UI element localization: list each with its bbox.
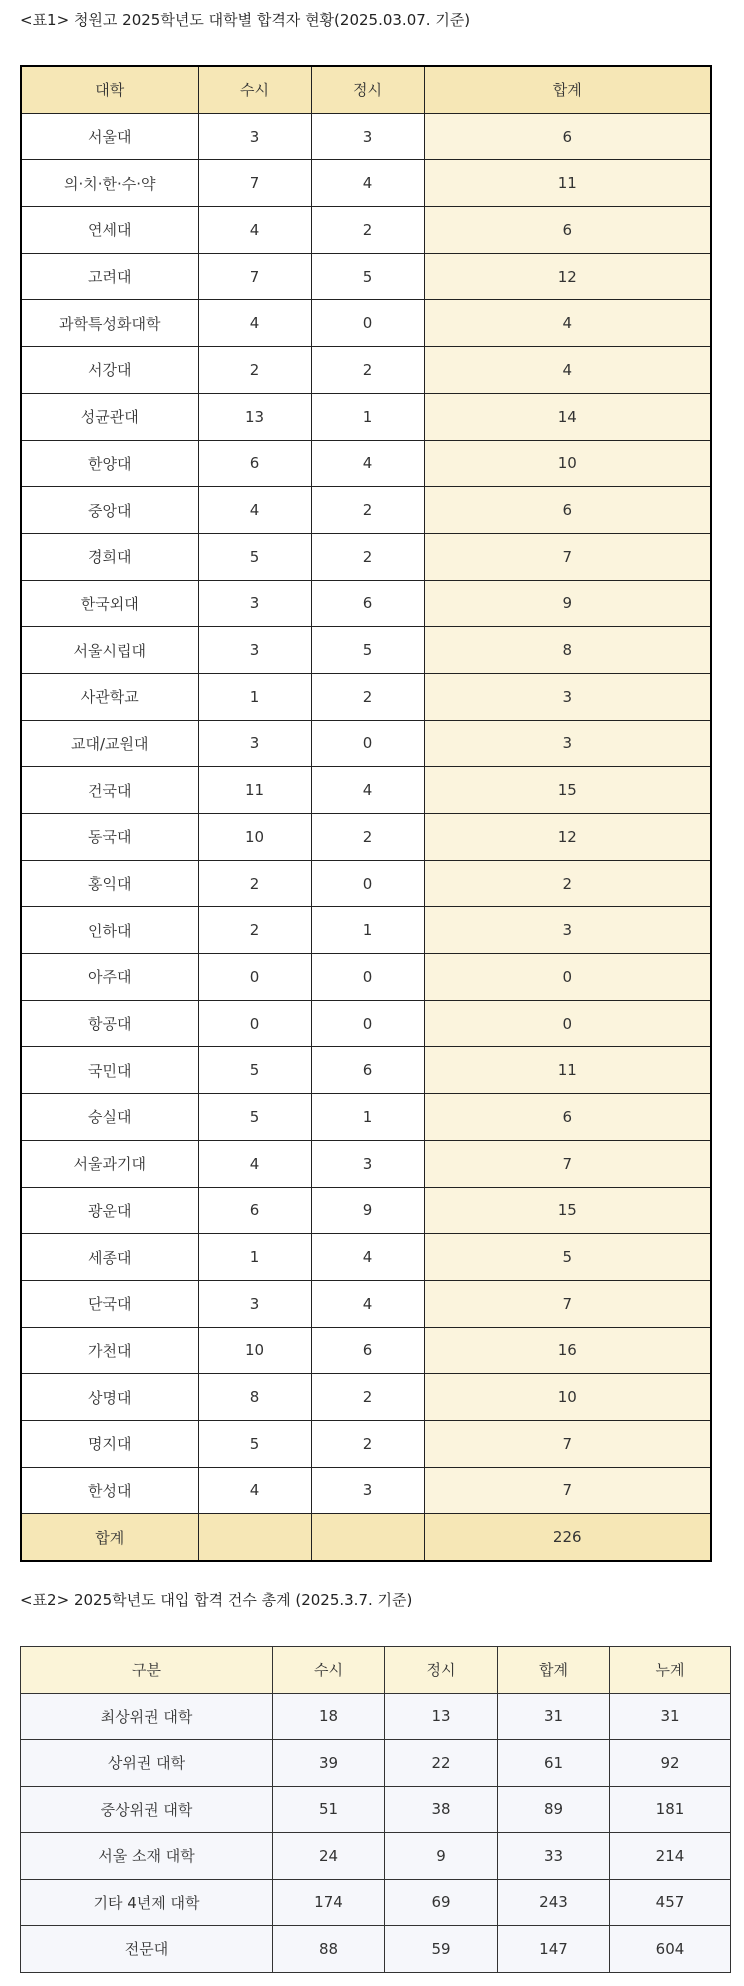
cell-regular: 4 [311,440,424,487]
table-row [21,1280,711,1327]
table-row [21,1187,711,1234]
cell-early: 3 [198,720,311,767]
cell-early: 24 [273,1833,385,1880]
cell-total: 9 [424,580,711,627]
cell-university: 가천대 [21,1327,198,1374]
cell-total: 16 [424,1327,711,1374]
cell-total: 8 [424,627,711,674]
cell-university: 단국대 [21,1280,198,1327]
cell-category: 기타 4년제 대학 [21,1879,273,1926]
cell-total: 11 [424,1047,711,1094]
table-row [21,954,711,1001]
cell-regular: 6 [311,1047,424,1094]
table-row [21,207,711,254]
table-row [21,1374,711,1421]
cell-regular: 2 [311,1374,424,1421]
cell-regular: 4 [311,1280,424,1327]
cell-category: 상위권 대학 [21,1740,273,1787]
cell-university: 교대/교원대 [21,720,198,767]
cell-total: 3 [424,720,711,767]
cell-regular: 0 [311,720,424,767]
total-regular [311,1514,424,1561]
cell-regular: 3 [311,113,424,160]
cell-university: 서울과기대 [21,1140,198,1187]
cell-early: 174 [273,1879,385,1926]
table-row [21,1926,731,1973]
total-sum: 226 [424,1514,711,1561]
cell-total: 12 [424,253,711,300]
cell-total: 4 [424,300,711,347]
table-row [21,300,711,347]
cell-cumulative: 214 [610,1833,731,1880]
cell-university: 세종대 [21,1234,198,1281]
cell-early: 13 [198,393,311,440]
table-row [21,1420,711,1467]
header-cumulative: 누계 [610,1647,731,1694]
table-row [21,673,711,720]
cell-early: 18 [273,1693,385,1740]
total-label: 합계 [21,1514,198,1561]
cell-regular: 2 [311,814,424,861]
cell-university: 홍익대 [21,860,198,907]
header-total: 합계 [498,1647,610,1694]
header-early: 수시 [198,66,311,113]
table-row [21,347,711,394]
cell-regular: 6 [311,580,424,627]
university-admissions-table [20,65,712,1562]
cell-early: 7 [198,253,311,300]
cell-university: 숭실대 [21,1094,198,1141]
table-row [21,1094,711,1141]
table2-caption: <표2> 2025학년도 대입 합격 건수 총계 (2025.3.7. 기준) [20,1591,413,1609]
cell-university: 연세대 [21,207,198,254]
table1-caption: <표1> 청원고 2025학년도 대학별 합격자 현황(2025.03.07. 기준) [20,11,471,29]
cell-early: 2 [198,860,311,907]
cell-early: 8 [198,1374,311,1421]
cell-regular: 6 [311,1327,424,1374]
table-row [21,1467,711,1514]
cell-university: 항공대 [21,1000,198,1047]
cell-total: 33 [498,1833,610,1880]
cell-category: 중상위권 대학 [21,1786,273,1833]
cell-university: 서울시립대 [21,627,198,674]
table-row [21,1327,711,1374]
cell-regular: 2 [311,347,424,394]
cell-early: 5 [198,1094,311,1141]
cell-total: 7 [424,1280,711,1327]
cell-total: 7 [424,533,711,580]
table-row [21,1000,711,1047]
cell-early: 5 [198,533,311,580]
cell-regular: 3 [311,1140,424,1187]
cell-total: 147 [498,1926,610,1973]
cell-regular: 69 [385,1879,498,1926]
cell-total: 6 [424,1094,711,1141]
table1-header-row [21,66,711,113]
cell-total: 61 [498,1740,610,1787]
header-total: 합계 [424,66,711,113]
cell-early: 3 [198,1280,311,1327]
cell-early: 4 [198,300,311,347]
cell-category: 서울 소재 대학 [21,1833,273,1880]
cell-early: 51 [273,1786,385,1833]
cell-regular: 2 [311,207,424,254]
table-row [21,627,711,674]
cell-university: 광운대 [21,1187,198,1234]
cell-university: 서울대 [21,113,198,160]
admissions-summary-table [20,1646,731,1973]
cell-university: 서강대 [21,347,198,394]
cell-total: 7 [424,1467,711,1514]
cell-early: 3 [198,580,311,627]
cell-regular: 5 [311,627,424,674]
cell-regular: 2 [311,487,424,534]
cell-early: 7 [198,160,311,207]
table-row [21,393,711,440]
cell-regular: 59 [385,1926,498,1973]
cell-regular: 0 [311,1000,424,1047]
cell-total: 7 [424,1140,711,1187]
cell-early: 1 [198,673,311,720]
cell-regular: 9 [385,1833,498,1880]
cell-university: 상명대 [21,1374,198,1421]
cell-total: 15 [424,767,711,814]
cell-early: 2 [198,347,311,394]
cell-regular: 22 [385,1740,498,1787]
cell-cumulative: 604 [610,1926,731,1973]
cell-university: 한양대 [21,440,198,487]
cell-total: 6 [424,207,711,254]
cell-total: 0 [424,954,711,1001]
cell-university: 인하대 [21,907,198,954]
table-row [21,1740,731,1787]
table-row [21,533,711,580]
cell-total: 243 [498,1879,610,1926]
cell-total: 4 [424,347,711,394]
table-row [21,253,711,300]
cell-total: 89 [498,1786,610,1833]
cell-university: 명지대 [21,1420,198,1467]
cell-university: 아주대 [21,954,198,1001]
cell-early: 4 [198,1140,311,1187]
cell-early: 11 [198,767,311,814]
cell-regular: 0 [311,860,424,907]
table1-total-row [21,1514,711,1561]
cell-university: 한성대 [21,1467,198,1514]
cell-cumulative: 92 [610,1740,731,1787]
cell-university: 한국외대 [21,580,198,627]
table-row [21,1140,711,1187]
cell-early: 0 [198,1000,311,1047]
cell-total: 12 [424,814,711,861]
cell-cumulative: 181 [610,1786,731,1833]
cell-regular: 38 [385,1786,498,1833]
cell-regular: 2 [311,533,424,580]
cell-total: 2 [424,860,711,907]
cell-early: 6 [198,440,311,487]
cell-regular: 0 [311,300,424,347]
cell-university: 중앙대 [21,487,198,534]
cell-regular: 4 [311,767,424,814]
cell-regular: 1 [311,907,424,954]
cell-regular: 4 [311,1234,424,1281]
cell-total: 6 [424,113,711,160]
cell-total: 10 [424,1374,711,1421]
cell-total: 31 [498,1693,610,1740]
cell-cumulative: 457 [610,1879,731,1926]
cell-total: 3 [424,673,711,720]
cell-total: 3 [424,907,711,954]
table-row [21,907,711,954]
cell-regular: 9 [311,1187,424,1234]
header-early: 수시 [273,1647,385,1694]
table-row [21,1879,731,1926]
total-early [198,1514,311,1561]
table-row [21,1786,731,1833]
cell-total: 15 [424,1187,711,1234]
cell-early: 10 [198,814,311,861]
cell-regular: 2 [311,1420,424,1467]
cell-early: 2 [198,907,311,954]
cell-university: 국민대 [21,1047,198,1094]
header-university: 대학 [21,66,198,113]
cell-university: 사관학교 [21,673,198,720]
cell-university: 의·치·한·수·약 [21,160,198,207]
cell-early: 4 [198,207,311,254]
cell-university: 고려대 [21,253,198,300]
cell-early: 5 [198,1047,311,1094]
cell-regular: 1 [311,393,424,440]
cell-early: 4 [198,487,311,534]
cell-total: 10 [424,440,711,487]
table-row [21,113,711,160]
cell-early: 10 [198,1327,311,1374]
table-row [21,440,711,487]
cell-early: 1 [198,1234,311,1281]
cell-regular: 0 [311,954,424,1001]
cell-category: 전문대 [21,1926,273,1973]
cell-university: 성균관대 [21,393,198,440]
cell-total: 0 [424,1000,711,1047]
table-row [21,1047,711,1094]
header-regular: 정시 [311,66,424,113]
table2-header-row [21,1647,731,1694]
cell-category: 최상위권 대학 [21,1693,273,1740]
cell-total: 6 [424,487,711,534]
cell-university: 동국대 [21,814,198,861]
cell-early: 39 [273,1740,385,1787]
cell-early: 88 [273,1926,385,1973]
cell-regular: 3 [311,1467,424,1514]
header-category: 구분 [21,1647,273,1694]
cell-regular: 4 [311,160,424,207]
cell-cumulative: 31 [610,1693,731,1740]
header-regular: 정시 [385,1647,498,1694]
table-row [21,580,711,627]
table-row [21,160,711,207]
cell-total: 5 [424,1234,711,1281]
table-row [21,860,711,907]
cell-total: 14 [424,393,711,440]
cell-early: 6 [198,1187,311,1234]
cell-early: 0 [198,954,311,1001]
cell-early: 5 [198,1420,311,1467]
cell-early: 4 [198,1467,311,1514]
table-row [21,767,711,814]
cell-university: 경희대 [21,533,198,580]
table-row [21,1833,731,1880]
cell-early: 3 [198,113,311,160]
cell-total: 7 [424,1420,711,1467]
cell-total: 11 [424,160,711,207]
table-row [21,814,711,861]
cell-regular: 1 [311,1094,424,1141]
cell-regular: 5 [311,253,424,300]
table-row [21,1693,731,1740]
table-row [21,1234,711,1281]
cell-early: 3 [198,627,311,674]
cell-regular: 2 [311,673,424,720]
table-row [21,720,711,767]
cell-regular: 13 [385,1693,498,1740]
cell-university: 건국대 [21,767,198,814]
table-row [21,487,711,534]
cell-university: 과학특성화대학 [21,300,198,347]
